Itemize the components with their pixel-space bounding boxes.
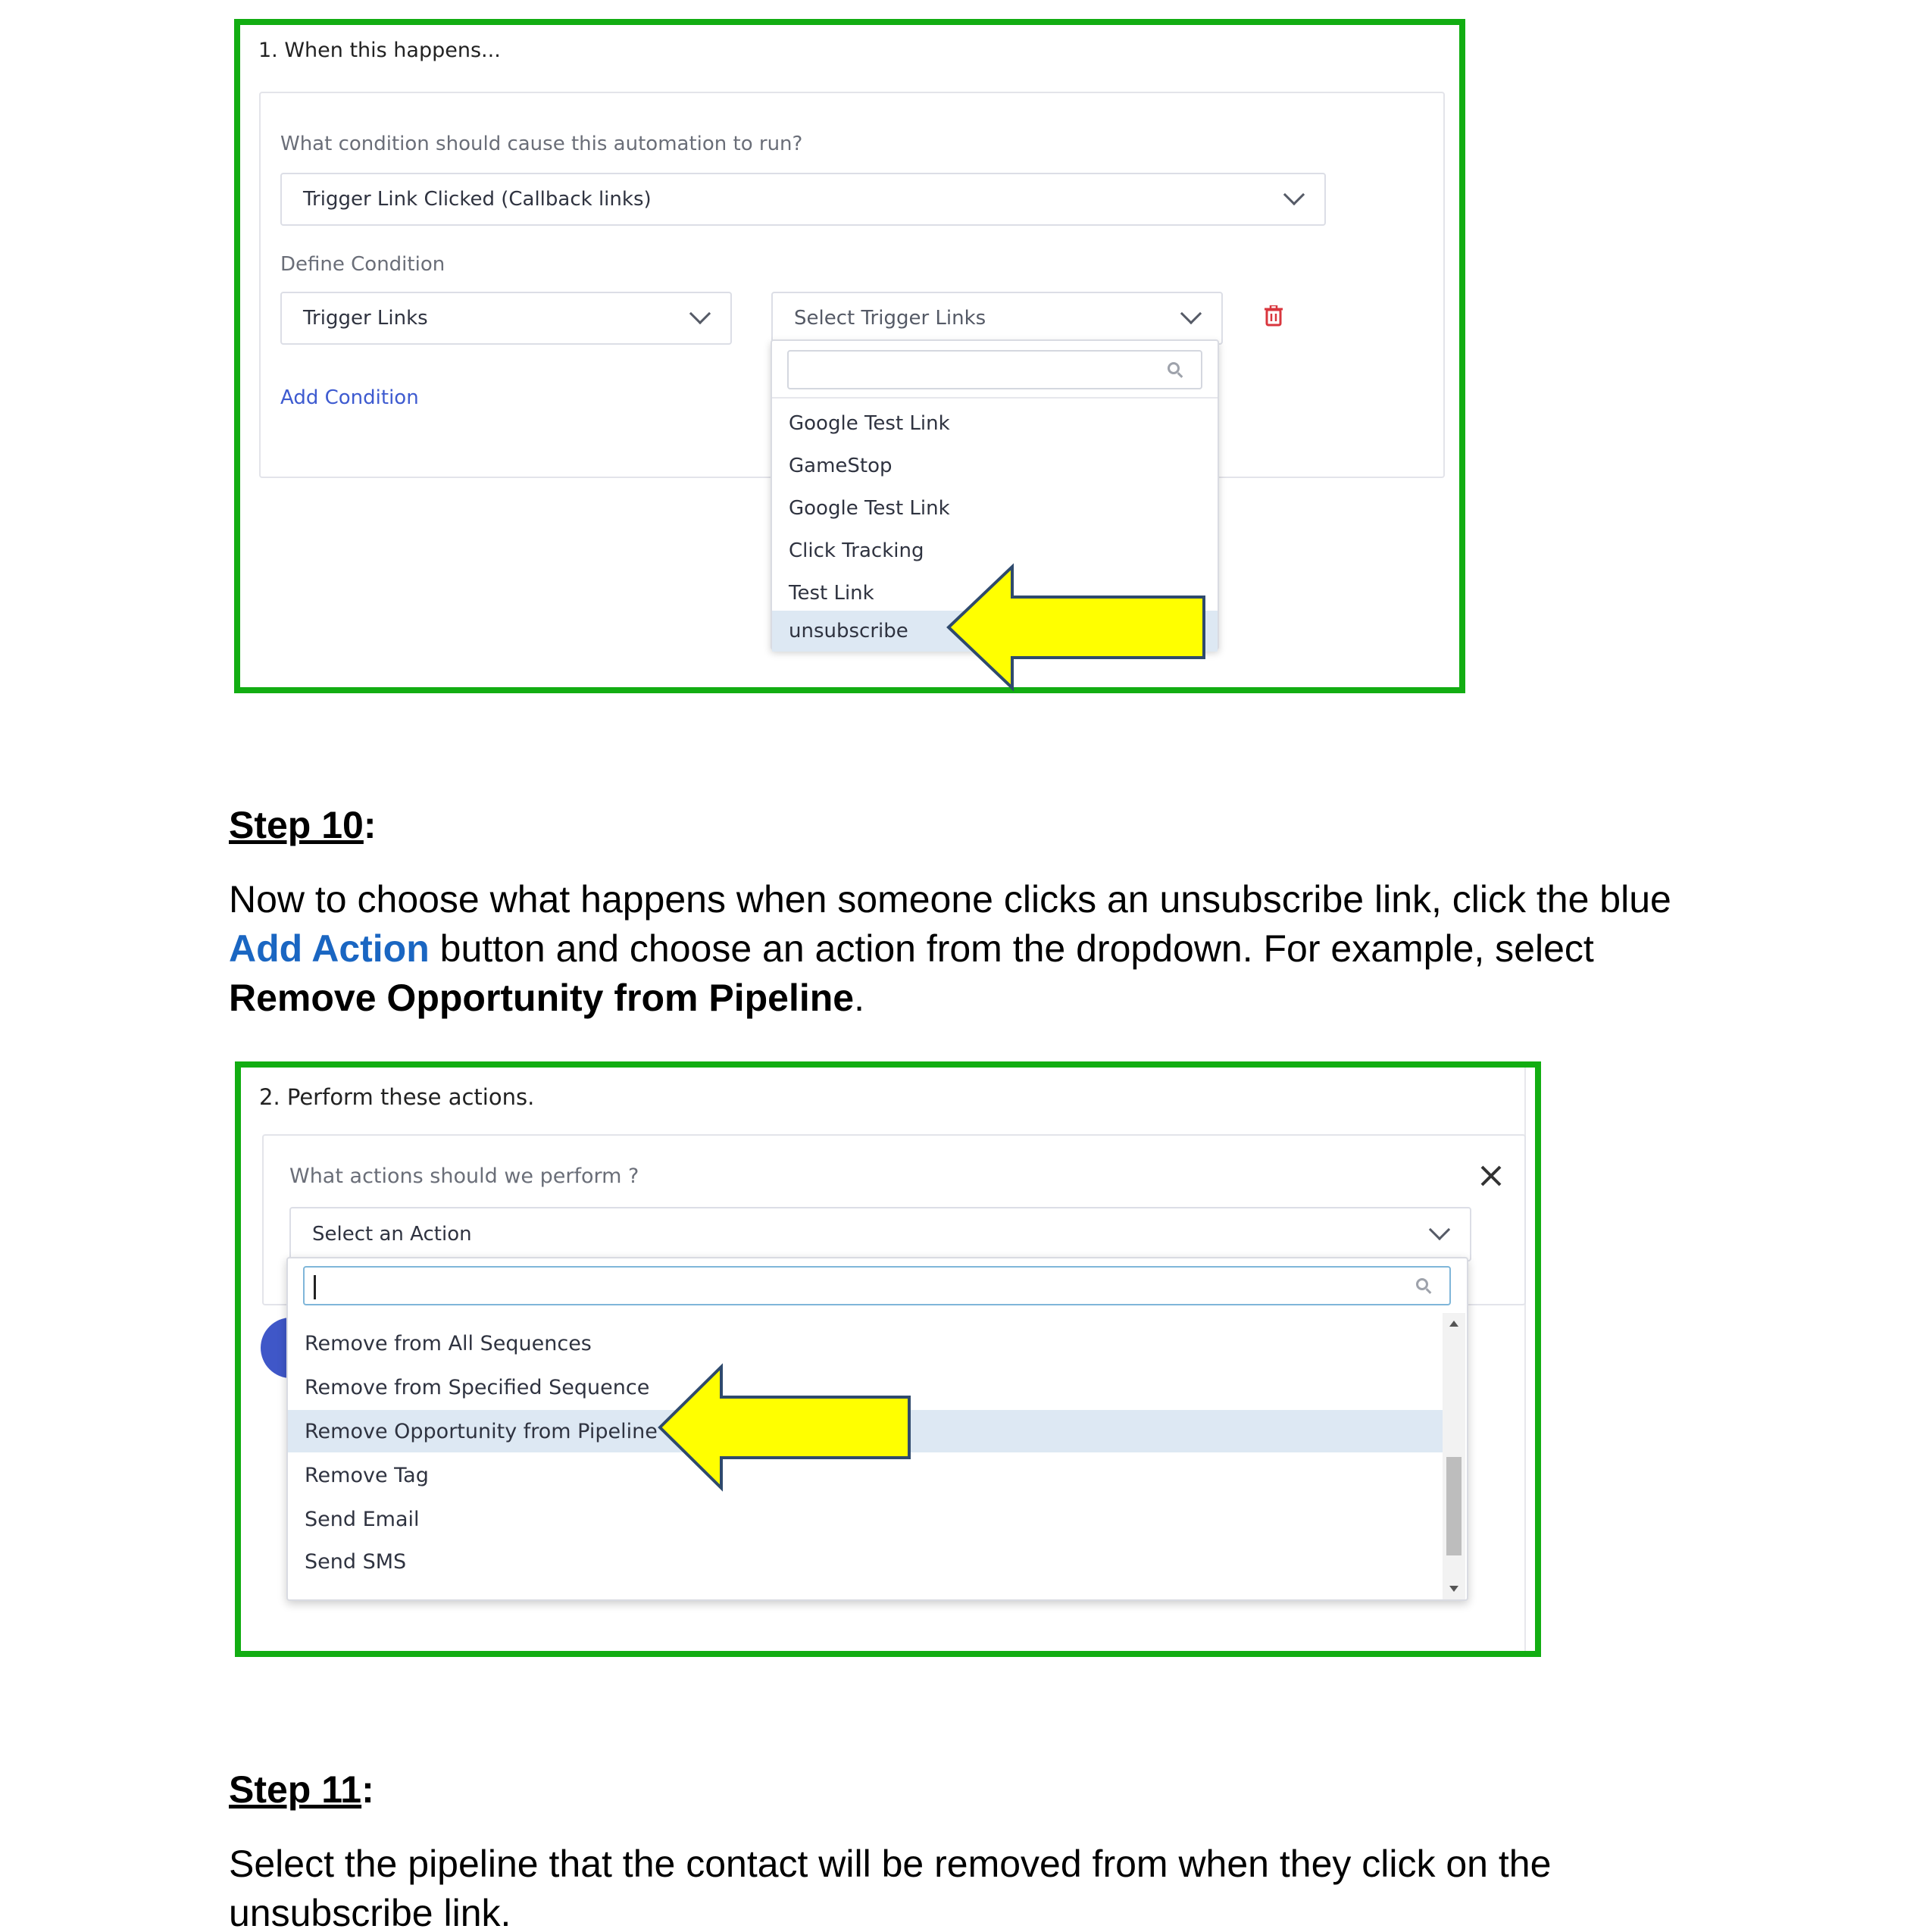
- step10-title: Step 10:: [229, 804, 377, 846]
- search-icon: [1168, 362, 1180, 374]
- actions-screenshot: [235, 1061, 1541, 1657]
- define-condition-label: Define Condition: [280, 253, 445, 276]
- step11-line1: Select the pipeline that the contact will be removed from when they click on the: [229, 1843, 1552, 1885]
- step10-line1: Now to choose what happens when someone clicks an unsubscribe link, click the blue: [229, 878, 1671, 921]
- dropdown-item[interactable]: Remove from Specified Sequence: [305, 1375, 650, 1399]
- trigger-screenshot: [234, 19, 1465, 693]
- step11-title: Step 11:: [229, 1768, 374, 1811]
- section-title: 2. Perform these actions.: [259, 1084, 535, 1110]
- action-select[interactable]: [289, 1207, 1471, 1261]
- dropdown-item[interactable]: Send Email: [305, 1507, 420, 1531]
- search-icon: [1416, 1278, 1428, 1290]
- dropdown-item[interactable]: Google Test Link: [789, 497, 950, 520]
- condition-field-select[interactable]: [280, 292, 732, 345]
- trigger-select[interactable]: [280, 173, 1326, 226]
- section-title: 1. When this happens...: [258, 39, 501, 62]
- dropdown-item-unsubscribe[interactable]: unsubscribe: [772, 611, 1218, 652]
- remove-opportunity-emphasis: Remove Opportunity from Pipeline: [229, 977, 855, 1019]
- step10-line3: Remove Opportunity from Pipeline.: [229, 977, 865, 1019]
- dropdown-item[interactable]: Test Link: [789, 582, 874, 605]
- scrollbar[interactable]: [1443, 1313, 1465, 1599]
- highlight-arrow: [945, 563, 1210, 692]
- trash-icon[interactable]: [1265, 305, 1283, 327]
- dropdown-item[interactable]: Google Test Link: [789, 412, 950, 435]
- dropdown-item[interactable]: Send SMS: [305, 1549, 407, 1574]
- highlight-arrow: [656, 1363, 914, 1492]
- chevron-down-icon: [1180, 303, 1202, 324]
- close-icon[interactable]: [1480, 1165, 1502, 1187]
- chevron-down-icon: [1429, 1219, 1450, 1240]
- scroll-down-icon[interactable]: [1449, 1586, 1458, 1592]
- step10-paragraph: [229, 875, 1858, 1023]
- step10-line2: Add Action button and choose an action from the dropdown. For example, select: [229, 927, 1594, 970]
- chevron-down-icon: [1283, 184, 1305, 205]
- dropdown-item[interactable]: Remove Tag: [305, 1463, 429, 1487]
- actions-question: What actions should we perform ?: [289, 1165, 639, 1188]
- add-condition-link[interactable]: Add Condition: [280, 386, 419, 409]
- dropdown-item[interactable]: Click Tracking: [789, 539, 924, 562]
- condition-field-value: Trigger Links: [303, 307, 428, 330]
- trigger-links-select[interactable]: [771, 292, 1223, 345]
- divider: [772, 397, 1218, 399]
- action-search-input[interactable]: [303, 1266, 1451, 1305]
- text-cursor: [314, 1275, 316, 1299]
- step11-paragraph: [229, 1840, 1858, 1932]
- step11-line2: unsubscribe link.: [229, 1892, 511, 1932]
- add-action-emphasis: Add Action: [229, 927, 430, 970]
- chevron-down-icon: [689, 303, 711, 324]
- trigger-select-value: Trigger Link Clicked (Callback links): [303, 188, 652, 211]
- dropdown-search-input[interactable]: [787, 350, 1202, 389]
- action-select-placeholder: Select an Action: [312, 1223, 472, 1246]
- scroll-thumb[interactable]: [1446, 1457, 1462, 1555]
- condition-question: What condition should cause this automation to run?: [280, 133, 803, 155]
- dropdown-item[interactable]: GameStop: [789, 455, 893, 477]
- dropdown-item[interactable]: Remove from All Sequences: [305, 1331, 592, 1355]
- dropdown-item-remove-opportunity[interactable]: Remove Opportunity from Pipeline: [288, 1410, 1443, 1452]
- trigger-links-placeholder: Select Trigger Links: [794, 307, 986, 330]
- scroll-up-icon[interactable]: [1449, 1321, 1458, 1327]
